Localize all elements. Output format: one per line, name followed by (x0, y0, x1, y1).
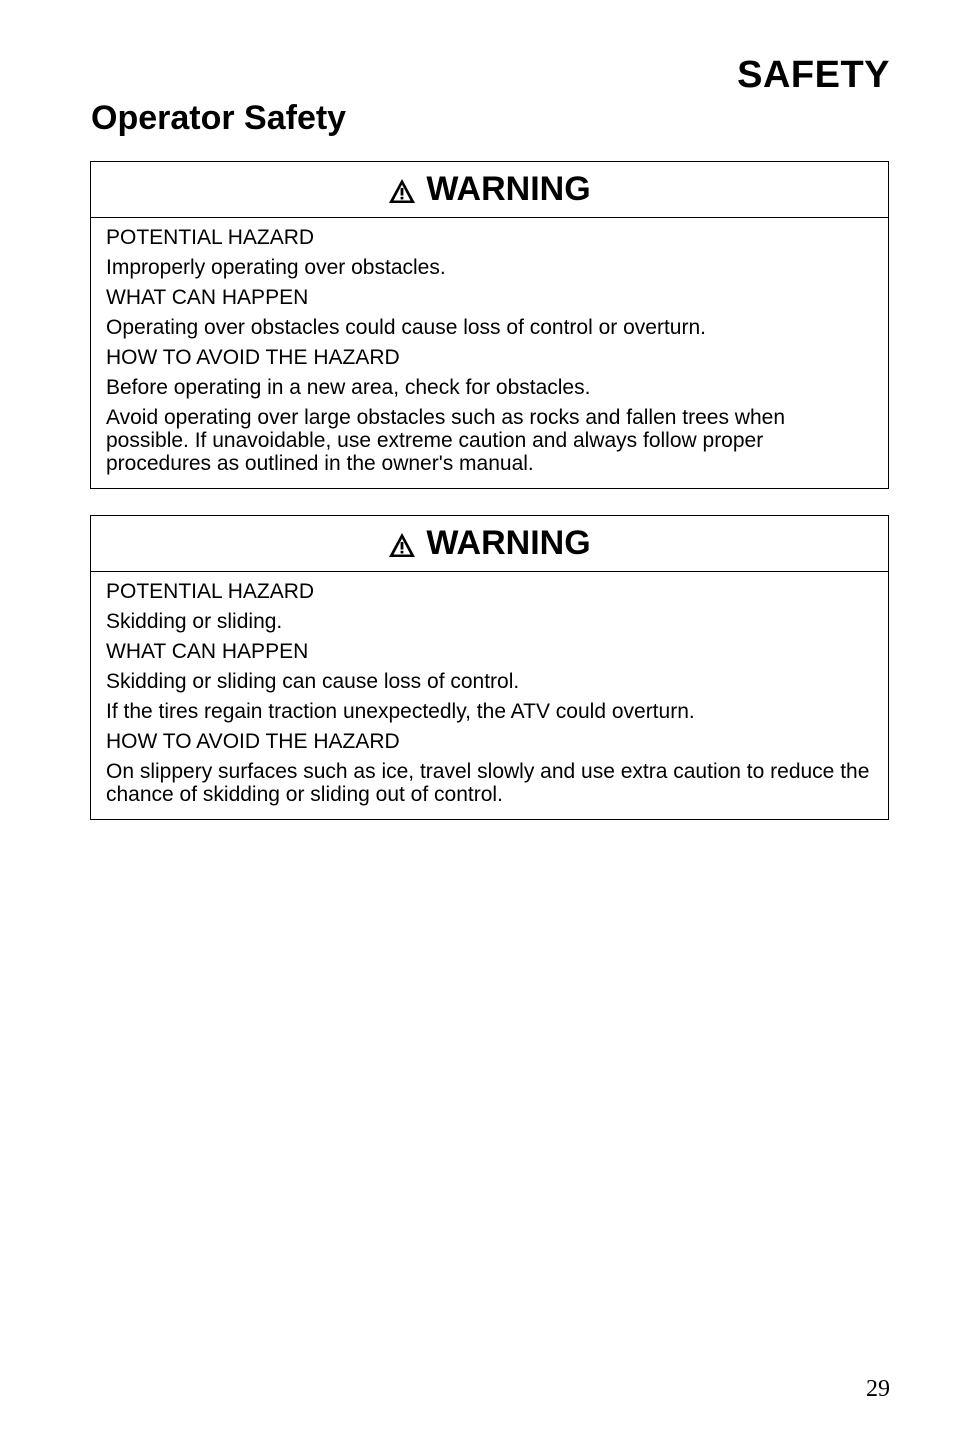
warning-body (91, 572, 888, 819)
avoidance-text: Avoid operating over large obstacles such as rocks and fallen trees when possible. If unavoidable, use extreme caution and always follow proper procedures as outlined in the owner's manual. (106, 406, 786, 475)
page-subtitle: Operator Safety (91, 99, 347, 137)
consequence-label: WHAT CAN HAPPEN (106, 640, 309, 663)
section-title: SAFETY (737, 54, 890, 96)
warning-triangle-icon (388, 178, 416, 204)
consequence-label: WHAT CAN HAPPEN (106, 286, 309, 309)
warning-triangle-icon (388, 532, 416, 558)
avoidance-text: On slippery surfaces such as ice, travel slowly and use extra caution to reduce the chance of skidding or sliding out of control. (106, 760, 870, 806)
warning-title: WARNING (426, 170, 591, 208)
avoidance-label: HOW TO AVOID THE HAZARD (106, 346, 400, 369)
warning-body (91, 218, 888, 488)
hazard-label: POTENTIAL HAZARD (106, 226, 315, 249)
avoidance-label: HOW TO AVOID THE HAZARD (106, 730, 400, 753)
warning-header (91, 162, 888, 218)
page-number: 29 (866, 1376, 890, 1402)
hazard-label: POTENTIAL HAZARD (106, 580, 315, 603)
hazard-text: Improperly operating over obstacles. (106, 256, 446, 279)
avoidance-text: Before operating in a new area, check for obstacles. (106, 376, 591, 399)
warning-box-obstacles (90, 161, 889, 489)
warning-header (91, 516, 888, 572)
consequence-text: Skidding or sliding can cause loss of control. (106, 670, 520, 693)
hazard-text: Skidding or sliding. (106, 610, 283, 633)
warning-title: WARNING (426, 524, 591, 562)
consequence-text: Operating over obstacles could cause loss of control or overturn. (106, 316, 706, 339)
consequence-text: If the tires regain traction unexpectedly, the ATV could overturn. (106, 700, 695, 723)
warning-box-skidding (90, 515, 889, 820)
